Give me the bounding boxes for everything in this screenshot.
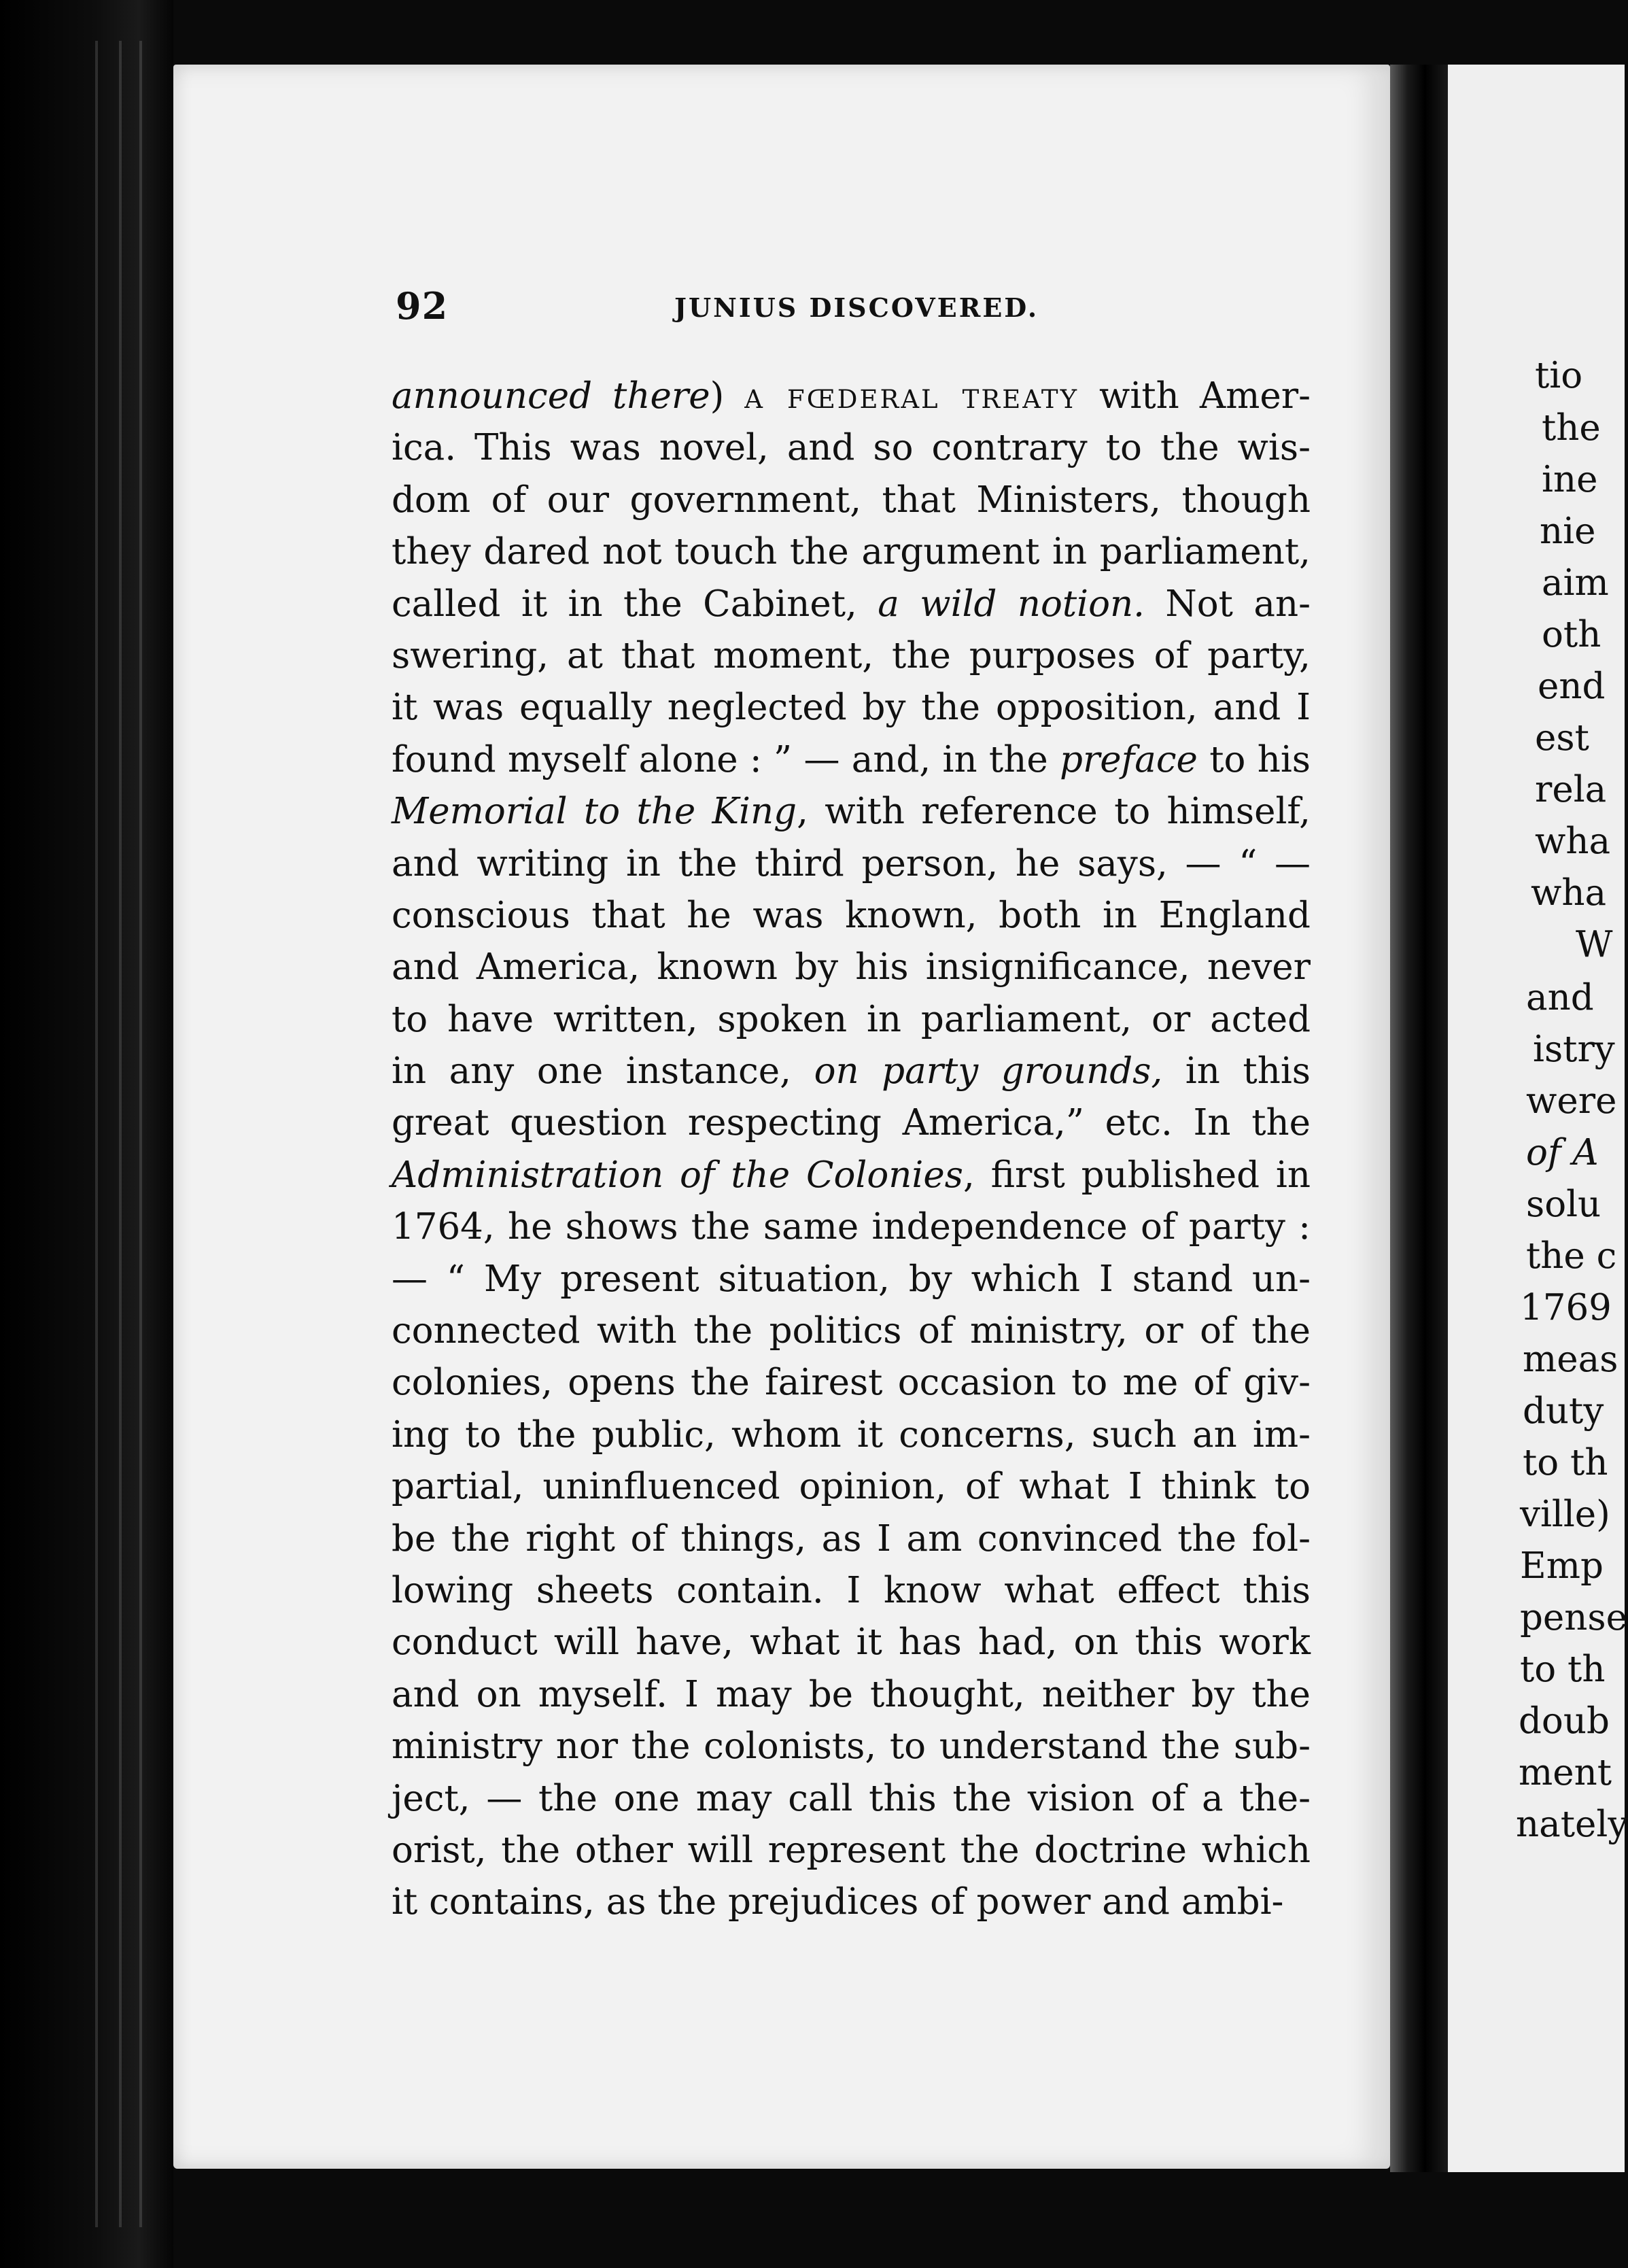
text-line	[392, 838, 1311, 890]
text-line	[392, 1513, 1311, 1565]
text-line	[392, 526, 1311, 578]
text-segment: to have written, spoken in parliament, or acted	[392, 998, 1311, 1040]
text-segment: connected with the politics of ministry, or of the	[392, 1310, 1311, 1352]
text-segment: and on myself. I may be thought, neither by the	[392, 1673, 1311, 1715]
book-binding	[0, 0, 173, 2268]
right-page-fragment: pense	[1520, 1597, 1627, 1638]
text-segment: swering, at that moment, the purposes of party,	[392, 634, 1311, 676]
right-page-fragment: of A	[1526, 1132, 1599, 1173]
italic-text: announced there	[392, 375, 710, 417]
text-segment: partial, uninfluenced opinion, of what I think to	[392, 1466, 1311, 1508]
text-line	[392, 1565, 1311, 1617]
right-page-fragment: rela	[1535, 769, 1607, 810]
text-line	[392, 942, 1311, 993]
text-segment: ject, — the one may call this the vision of a the-	[392, 1777, 1311, 1819]
text-segment: ica. This was novel, and so contrary to the wis-	[392, 427, 1311, 469]
text-line	[392, 1876, 1311, 1928]
text-line	[392, 1617, 1311, 1668]
right-page-fragment: duty	[1523, 1390, 1604, 1432]
text-segment: conscious that he was known, both in England	[392, 894, 1311, 936]
page-number: 92	[396, 284, 449, 328]
small-caps-text: a fœderal treaty	[744, 375, 1079, 417]
right-page-fragment: nately	[1516, 1804, 1628, 1845]
right-page-fragment: ine	[1542, 459, 1598, 500]
text-segment: great question respecting America,” etc. In the	[392, 1102, 1311, 1144]
text-segment: in this	[1162, 1050, 1311, 1093]
text-segment: , first published in	[963, 1154, 1311, 1196]
text-segment: orist, the other will represent the doctrine which	[392, 1829, 1311, 1871]
right-page-fragment: W	[1576, 924, 1613, 965]
text-segment: 1764, he shows the same independence of party :	[392, 1206, 1311, 1248]
text-line	[392, 1046, 1311, 1097]
text-line	[392, 1461, 1311, 1513]
text-segment: to his	[1197, 738, 1311, 780]
text-line	[392, 734, 1311, 786]
text-line	[392, 1097, 1311, 1149]
right-page-fragment: and	[1526, 977, 1594, 1018]
text-line	[392, 1305, 1311, 1357]
text-line	[392, 682, 1311, 734]
right-page-fragment: were	[1526, 1080, 1617, 1122]
right-page-fragment: wha	[1535, 821, 1611, 862]
text-segment: with Amer-	[1079, 375, 1311, 417]
text-segment: conduct will have, what it has had, on this work	[392, 1621, 1311, 1664]
text-line	[392, 1254, 1311, 1305]
right-page-fragment: wha	[1531, 872, 1607, 914]
text-segment: be the right of things, as I am convinced the fol-	[392, 1517, 1311, 1560]
right-page-fragment: ville)	[1520, 1494, 1610, 1535]
right-page-fragment: 1769	[1520, 1287, 1612, 1328]
page-gutter	[1390, 65, 1448, 2172]
text-line	[392, 890, 1311, 942]
text-segment: dom of our government, that Ministers, though	[392, 479, 1311, 521]
text-line	[392, 1409, 1311, 1461]
right-page-fragment: to th	[1520, 1649, 1606, 1690]
text-segment: , with reference to himself,	[797, 791, 1311, 833]
right-page-fragment: to th	[1523, 1442, 1608, 1483]
text-segment: Not an-	[1145, 583, 1311, 625]
italic-text: preface	[1060, 738, 1198, 780]
text-segment: lowing sheets contain. I know what effect this	[392, 1569, 1311, 1611]
text-segment: and writing in the third person, he says, — “ —	[392, 842, 1311, 884]
text-segment: ing to the public, whom it concerns, such an im-	[392, 1413, 1311, 1456]
right-page-fragment: the	[1542, 407, 1601, 449]
right-page-fragment: end	[1538, 666, 1606, 707]
running-title: JUNIUS DISCOVERED.	[674, 292, 1039, 323]
text-line	[392, 1721, 1311, 1772]
text-line	[392, 1150, 1311, 1201]
italic-text: Administration of the Colonies	[392, 1154, 963, 1196]
text-line	[392, 371, 1311, 422]
right-page-fragment: tio	[1535, 355, 1583, 396]
right-page-fragment: oth	[1542, 614, 1601, 655]
binding-edge	[119, 41, 122, 2227]
text-segment: — “ My present situation, by which I stand un-	[392, 1258, 1311, 1300]
italic-text: a wild notion.	[878, 583, 1145, 625]
text-line	[392, 1773, 1311, 1825]
text-line	[392, 475, 1311, 526]
text-line	[392, 1201, 1311, 1253]
right-page-fragment: ment	[1519, 1752, 1612, 1793]
right-page-fragment: the c	[1526, 1235, 1617, 1277]
text-line	[392, 786, 1311, 838]
text-segment: colonies, opens the fairest occasion to me of giv-	[392, 1362, 1311, 1404]
text-segment: found myself alone : ” — and, in the	[392, 738, 1060, 780]
text-segment: )	[710, 375, 745, 417]
text-segment: it contains, as the prejudices of power and ambi-	[392, 1881, 1284, 1923]
italic-text: Memorial to the King	[392, 791, 797, 833]
text-line	[392, 422, 1311, 474]
text-line	[392, 579, 1311, 630]
italic-text: on party grounds,	[814, 1050, 1163, 1093]
right-page-fragment: Emp	[1520, 1545, 1604, 1587]
right-page-fragment: meas	[1523, 1339, 1618, 1380]
right-page-fragment: doub	[1519, 1700, 1610, 1742]
text-line	[392, 1357, 1311, 1409]
text-segment: called it in the Cabinet,	[392, 583, 878, 625]
text-segment: they dared not touch the argument in parliament,	[392, 531, 1311, 573]
text-segment: ministry nor the colonists, to understand the sub-	[392, 1725, 1311, 1768]
body-text	[392, 371, 1311, 1929]
text-line	[392, 1669, 1311, 1721]
right-page-fragment: aim	[1542, 562, 1609, 604]
text-line	[392, 994, 1311, 1046]
right-page-fragment: nie	[1540, 511, 1596, 552]
binding-edge	[139, 41, 142, 2227]
right-page-fragment: solu	[1526, 1184, 1601, 1225]
page-header	[396, 284, 1313, 339]
text-line	[392, 630, 1311, 682]
binding-edge	[95, 41, 98, 2227]
right-page-fragment: istry	[1533, 1029, 1615, 1070]
text-segment: and America, known by his insignificance, never	[392, 946, 1311, 989]
text-line	[392, 1825, 1311, 1876]
text-segment: it was equally neglected by the opposition, and I	[392, 687, 1311, 729]
text-segment: in any one instance,	[392, 1050, 814, 1093]
right-page-fragment: est	[1535, 717, 1589, 759]
